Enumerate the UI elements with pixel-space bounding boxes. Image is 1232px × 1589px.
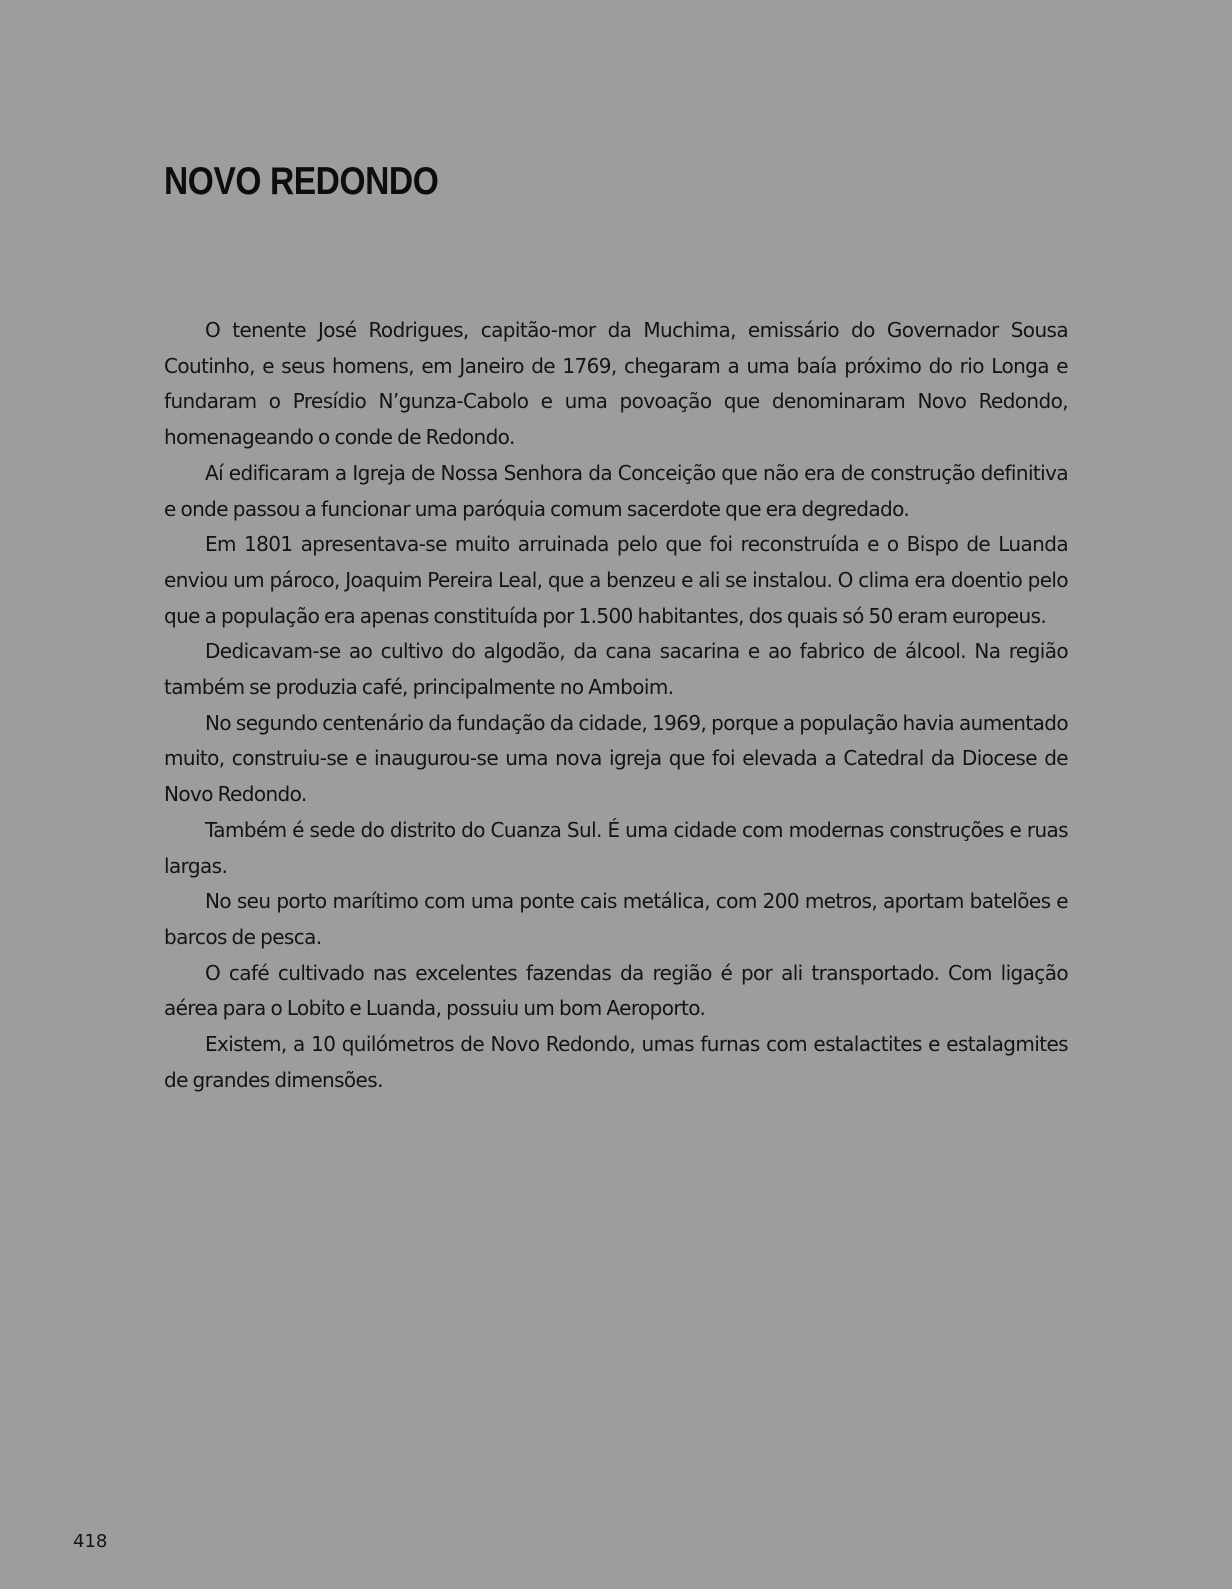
- body-text: [164, 313, 1068, 1098]
- paragraph: O tenente José Rodrigues, capitão-mor da Muchima, emissário do Governador Sousa Coutinho, e seus homens, em Janeiro de 1769, chegaram a uma baía próximo do rio Longa e fundaram o Presídio N’gunza-Cabolo e uma povoação que denominaram Novo Redondo, homenageando o conde de Redondo.: [164, 318, 1068, 450]
- paragraph: Em 1801 apresentava-se muito arruinada pelo que foi reconstruída e o Bispo de Luanda enviou um pároco, Joaquim Pereira Leal, que a benzeu e ali se instalou. O clima era doentio pelo que a população era apenas constituída por 1.500 habitantes, dos quais só 50 eram europeus.: [164, 532, 1068, 628]
- paragraph: No seu porto marítimo com uma ponte cais metálica, com 200 metros, aportam batelões e barcos de pesca.: [164, 889, 1068, 949]
- paragraph: Aí edificaram a Igreja de Nossa Senhora da Conceição que não era de construção definitiva e onde passou a funcionar uma paróquia comum sacerdote que era degredado.: [164, 460, 1068, 521]
- paragraph: Dedicavam-se ao cultivo do algodão, da cana sacarina e ao fabrico de álcool. Na região também se produzia café, principalmente no Amboim.: [164, 639, 1068, 700]
- page-title: NOVO REDONDO: [164, 160, 439, 203]
- paragraph: No segundo centenário da fundação da cidade, 1969, porque a população havia aumentado muito, construiu-se e inaugurou-se uma nova igreja que foi elevada a Catedral da Diocese de Novo Redondo.: [164, 710, 1068, 807]
- paragraph: Existem, a 10 quilómetros de Novo Redondo, umas furnas com estalactites e estalagmites de grandes dimensões.: [164, 1032, 1068, 1092]
- paragraph: O café cultivado nas excelentes fazendas da região é por ali transportado. Com ligação aérea para o Lobito e Luanda, possuiu um bom Aeroporto.: [164, 960, 1068, 1021]
- paragraph: Também é sede do distrito do Cuanza Sul. É uma cidade com modernas construções e ruas largas.: [164, 817, 1068, 878]
- page-number: 418: [73, 1531, 108, 1552]
